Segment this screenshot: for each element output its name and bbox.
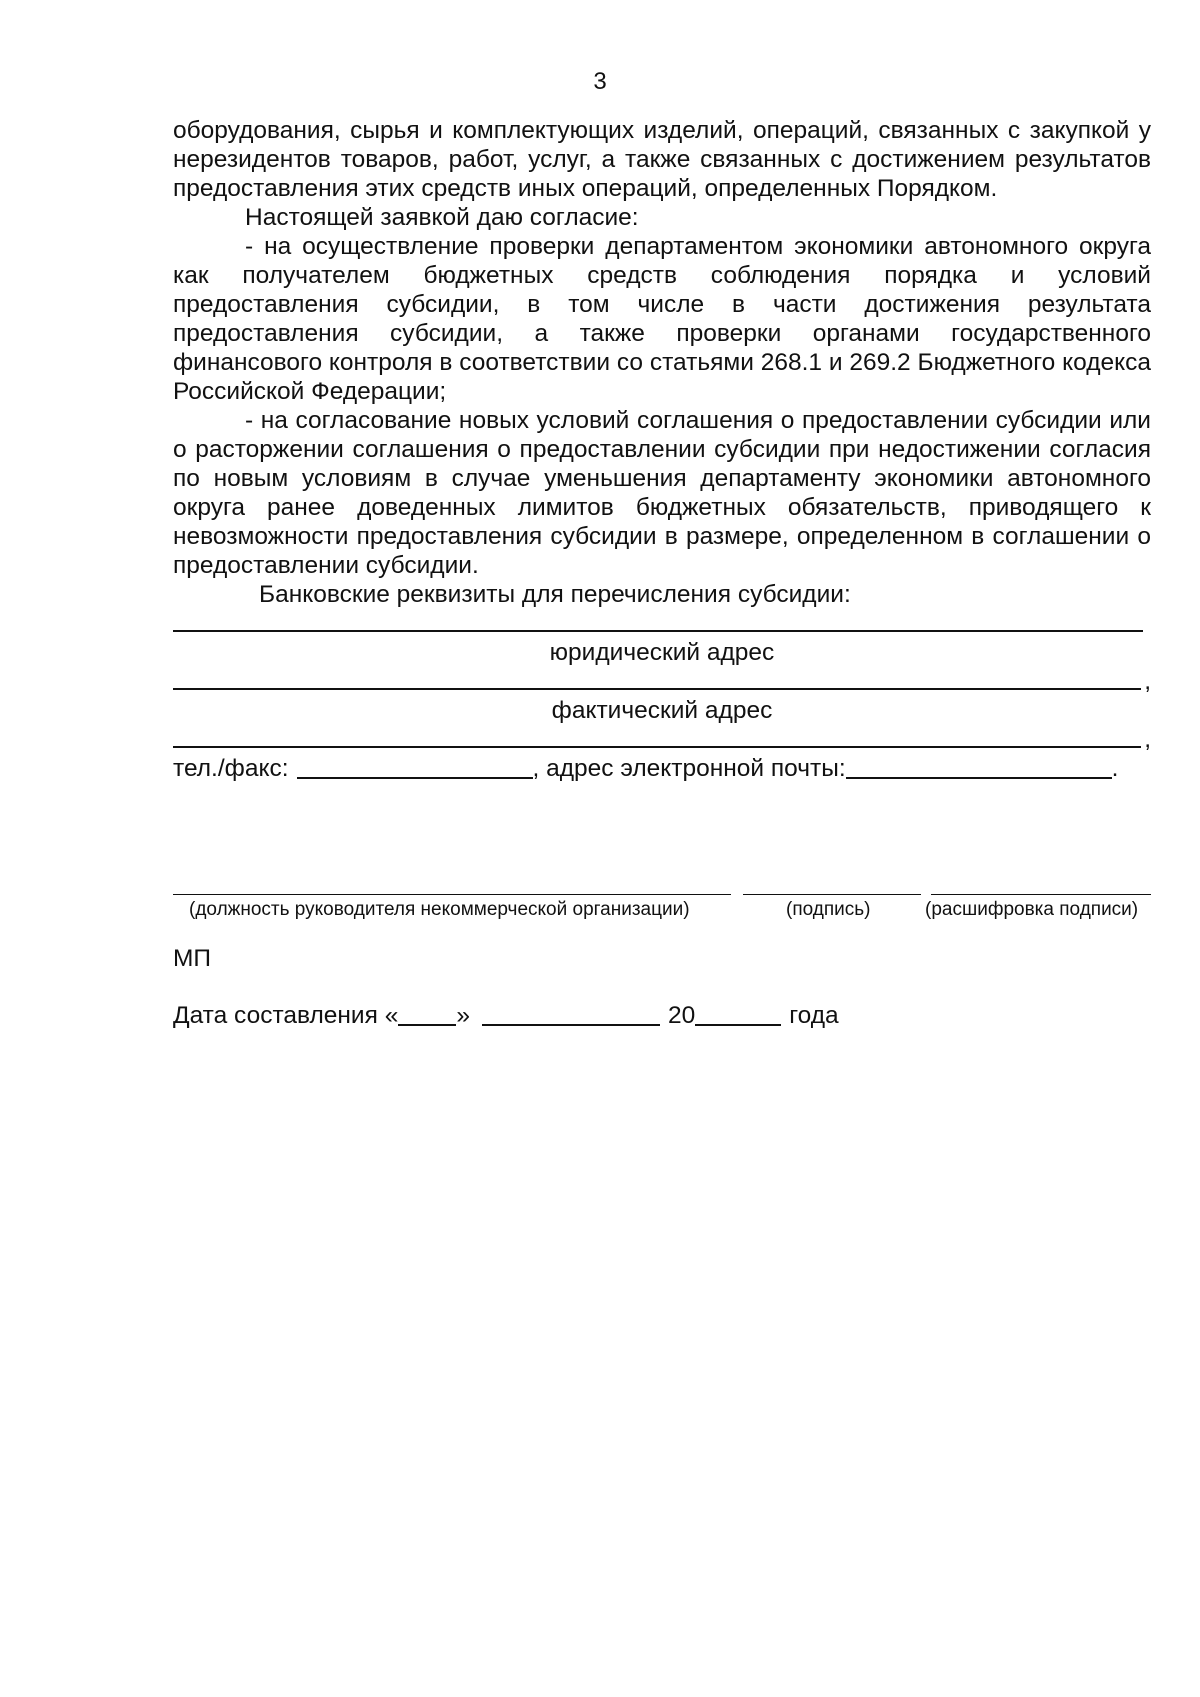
day-blank: [398, 1002, 456, 1026]
legal-address-comma: ,: [1144, 668, 1151, 695]
phone-blank: [297, 755, 533, 779]
signature-line: [743, 894, 921, 895]
consent-item-agreement: - на согласование новых условий соглашения о предоставлении субсидии или о расторжении соглашения о предоставлении субсидии при недостижении согласия по новым условиям в случае уменьшения департаменту экономики автономного округа ранее доведенных лимитов бюджетных обязательств, приводящего к невозможности предоставления субсидии в размере, определенном в соглашении о предоставлении субсидии.: [173, 407, 1151, 579]
email-label: , адрес электронной почты:: [532, 755, 846, 782]
email-blank: [846, 755, 1112, 779]
bank-details-line: [173, 609, 1151, 638]
signature-block: [173, 876, 1151, 922]
signature-captions: [173, 898, 1151, 922]
year-blank: [695, 1002, 781, 1026]
position-caption: (должность руководителя некоммерческой организации): [189, 899, 690, 920]
document-body: [173, 116, 1151, 783]
year-prefix: 20: [667, 1002, 696, 1029]
actual-address-caption: фактический адрес: [551, 697, 773, 724]
legal-address-caption: юридический адрес: [549, 639, 775, 666]
actual-address-comma: ,: [1144, 726, 1151, 753]
contact-period: .: [1111, 755, 1119, 782]
month-blank: [482, 1002, 660, 1026]
date-row: [173, 1001, 839, 1030]
legal-address-line: [173, 667, 1151, 696]
signature-caption: (подпись): [786, 899, 871, 920]
consent-item-audit: - на осуществление проверки департаментом экономики автономного округа как получателем бюджетных средств соблюдения порядка и условий предоставления субсидии, в том числе в части достижения результата предоставления субсидии, а также проверки органами государственного финансового контроля в соответствии со статьями 268.1 и 269.2 Бюджетного кодекса Российской Федерации;: [173, 233, 1151, 405]
bank-details-underline: [173, 630, 1143, 632]
decoding-line: [931, 894, 1151, 895]
date-close-quote: »: [456, 1002, 470, 1029]
decoding-caption: (расшифровка подписи): [925, 899, 1139, 920]
phone-label: тел./факс:: [173, 755, 289, 782]
legal-address-underline: [173, 688, 1141, 690]
position-line: [173, 894, 731, 895]
signature-lines: [173, 876, 1151, 896]
contact-row: [173, 754, 1151, 783]
bank-details-heading: Банковские реквизиты для перечисления субсидии:: [259, 581, 851, 608]
date-label: Дата составления «: [173, 1002, 399, 1029]
page-number: 3: [593, 68, 607, 95]
stamp-label: МП: [173, 945, 212, 972]
year-suffix: года: [789, 1002, 839, 1029]
consent-intro: Настоящей заявкой даю согласие:: [245, 204, 639, 231]
actual-address-line: [173, 725, 1151, 754]
actual-address-underline: [173, 746, 1141, 748]
paragraph-continuation: оборудования, сырья и комплектующих изделий, операций, связанных с закупкой у нерезидентов товаров, работ, услуг, а также связанных с достижением результатов предоставления этих средств иных операций, определенных Порядком.: [173, 117, 1151, 202]
